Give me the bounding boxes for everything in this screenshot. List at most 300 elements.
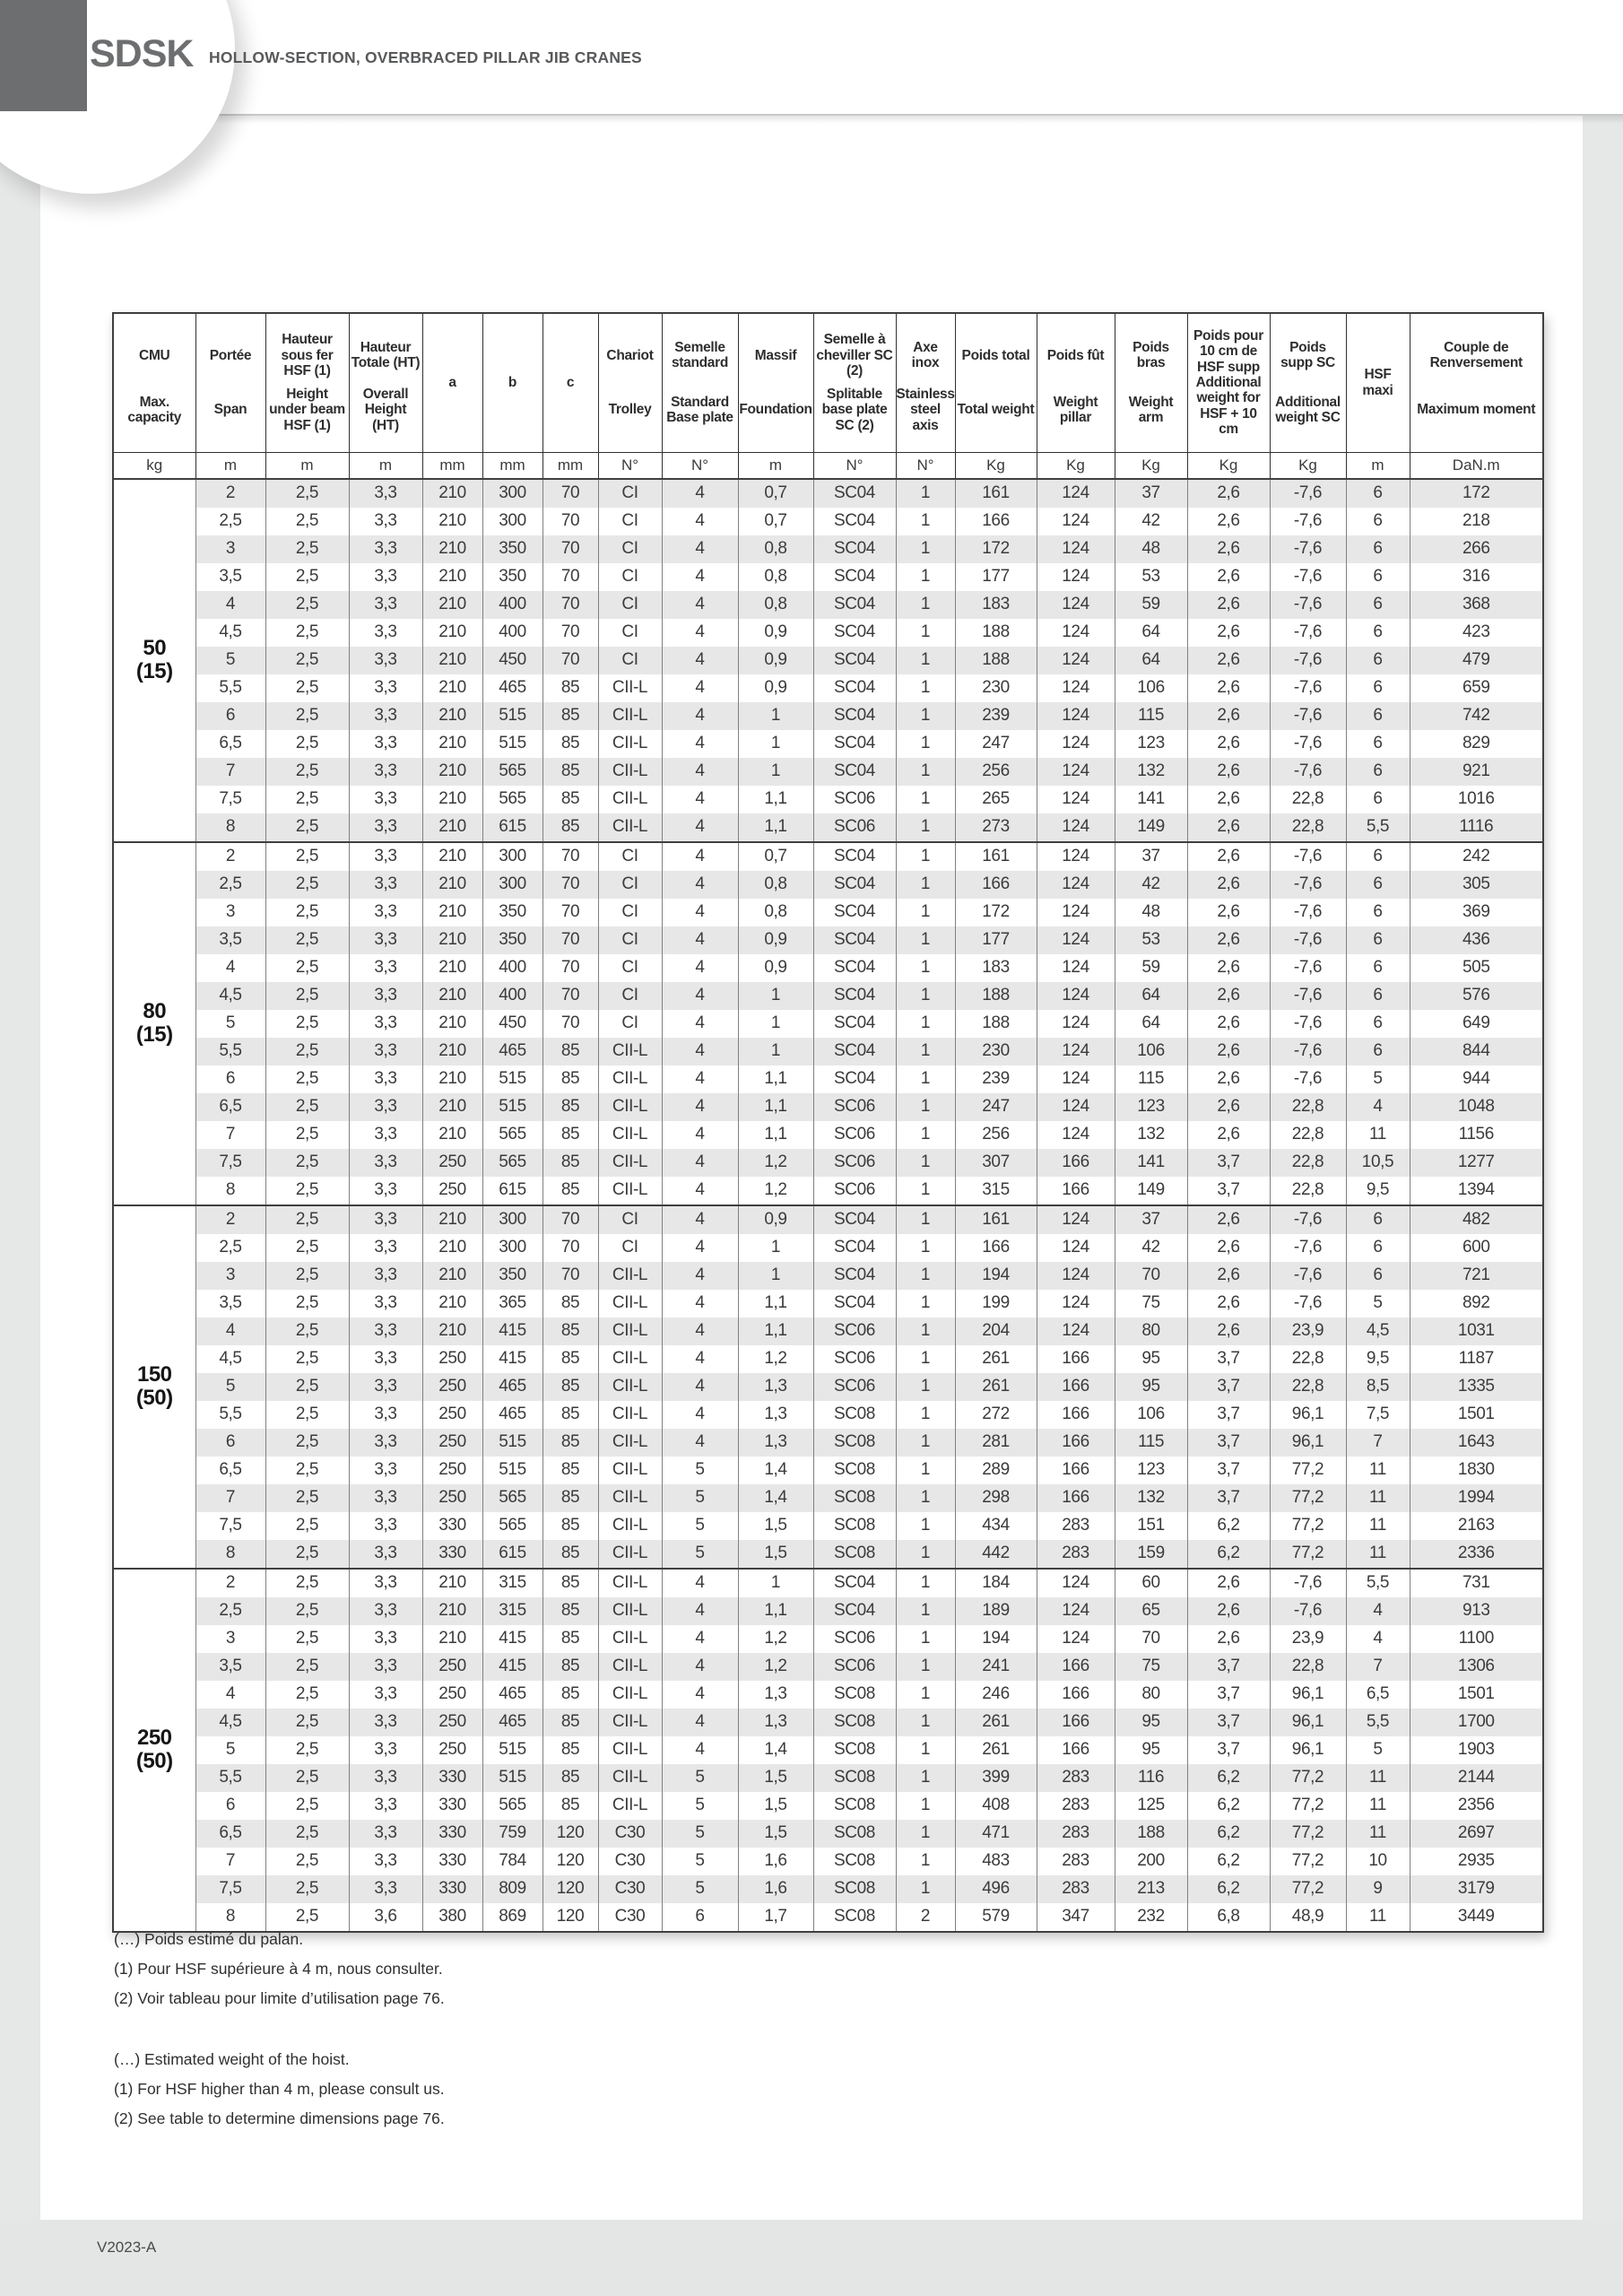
table-cell: 1 — [896, 1736, 955, 1764]
column-header: HSF maxi — [1346, 313, 1410, 452]
table-cell: 784 — [482, 1848, 542, 1875]
table-cell: 2,6 — [1187, 871, 1270, 899]
table-cell: 188 — [1115, 1820, 1187, 1848]
unit-header: Kg — [1115, 452, 1187, 479]
table-cell: 7 — [195, 1484, 265, 1512]
table-cell: 85 — [542, 1345, 598, 1373]
table-cell: 124 — [1037, 758, 1115, 786]
column-header: Portée Span — [195, 313, 265, 452]
table-cell: 365 — [482, 1290, 542, 1318]
table-cell: 1 — [896, 1401, 955, 1429]
table-cell: 6,2 — [1187, 1540, 1270, 1569]
table-cell: SC06 — [813, 1149, 896, 1177]
table-cell: 2,5 — [265, 591, 349, 619]
table-cell: 615 — [482, 1540, 542, 1569]
table-cell: 194 — [955, 1625, 1037, 1653]
table-cell: 400 — [482, 954, 542, 982]
table-cell: 380 — [422, 1903, 482, 1932]
table-cell: SC04 — [813, 842, 896, 871]
table-cell: -7,6 — [1270, 899, 1346, 926]
table-cell: -7,6 — [1270, 842, 1346, 871]
table-cell: 5,5 — [195, 1764, 265, 1792]
table-cell: 1,5 — [738, 1512, 813, 1540]
table-cell: 1643 — [1410, 1429, 1543, 1457]
table-cell: 70 — [1115, 1262, 1187, 1290]
table-cell: CI — [598, 1205, 662, 1234]
table-cell: 5 — [662, 1792, 738, 1820]
table-cell: 3,3 — [349, 813, 422, 842]
table-cell: 436 — [1410, 926, 1543, 954]
table-cell: 6 — [1346, 842, 1410, 871]
table-cell: SC08 — [813, 1792, 896, 1820]
table-row — [113, 1290, 1543, 1318]
table-cell: 85 — [542, 1177, 598, 1205]
table-cell: 6 — [1346, 926, 1410, 954]
table-cell: 1,3 — [738, 1709, 813, 1736]
column-header: Poids pour 10 cm de HSF supp Additional weight for HSF + 10 cm — [1187, 313, 1270, 452]
table-body — [113, 479, 1543, 1932]
table-cell: SC04 — [813, 1065, 896, 1093]
capacity-cell: 80 (15) — [113, 842, 195, 1205]
table-row — [113, 1709, 1543, 1736]
table-cell: 8 — [195, 1177, 265, 1205]
table-row — [113, 1121, 1543, 1149]
table-cell: 0,7 — [738, 842, 813, 871]
table-cell: 6,5 — [195, 730, 265, 758]
table-cell: 1277 — [1410, 1149, 1543, 1177]
table-cell: 70 — [542, 1262, 598, 1290]
table-cell: 3,3 — [349, 479, 422, 508]
table-cell: 188 — [955, 1010, 1037, 1038]
table-cell: 3,3 — [349, 1318, 422, 1345]
table-cell: 368 — [1410, 591, 1543, 619]
table-cell: 85 — [542, 1484, 598, 1512]
table-cell: 22,8 — [1270, 1093, 1346, 1121]
table-cell: 95 — [1115, 1736, 1187, 1764]
unit-header: N° — [813, 452, 896, 479]
table-cell: 1 — [896, 1345, 955, 1373]
table-cell: -7,6 — [1270, 619, 1346, 647]
table-cell: 11 — [1346, 1484, 1410, 1512]
table-cell: 4 — [662, 535, 738, 563]
table-cell: 124 — [1037, 1318, 1115, 1345]
table-cell: 4 — [195, 1318, 265, 1345]
table-cell: 166 — [1037, 1373, 1115, 1401]
table-cell: CII-L — [598, 1149, 662, 1177]
table-cell: 7,5 — [195, 1512, 265, 1540]
table-cell: 95 — [1115, 1345, 1187, 1373]
table-cell: 1,3 — [738, 1373, 813, 1401]
table-cell: 1,1 — [738, 1065, 813, 1093]
table-cell: 6,5 — [195, 1820, 265, 1848]
table-cell: 2,5 — [265, 1625, 349, 1653]
table-cell: 2,5 — [195, 871, 265, 899]
table-cell: 85 — [542, 1038, 598, 1065]
table-cell: 515 — [482, 1065, 542, 1093]
table-cell: CI — [598, 899, 662, 926]
table-cell: 3 — [195, 535, 265, 563]
unit-header: mm — [422, 452, 482, 479]
table-cell: -7,6 — [1270, 591, 1346, 619]
footnote-line: (2) Voir tableau pour limite d’utilisation page 76. — [114, 1989, 445, 2007]
table-cell: 483 — [955, 1848, 1037, 1875]
table-cell: 9,5 — [1346, 1177, 1410, 1205]
table-cell: 1 — [738, 758, 813, 786]
table-cell: 2,6 — [1187, 1262, 1270, 1290]
table-cell: 2,5 — [265, 899, 349, 926]
unit-header: m — [195, 452, 265, 479]
table-cell: 5 — [195, 1373, 265, 1401]
table-cell: 482 — [1410, 1205, 1543, 1234]
table-row — [113, 1318, 1543, 1345]
table-cell: 1 — [896, 1653, 955, 1681]
table-cell: 5 — [195, 1010, 265, 1038]
table-row — [113, 1484, 1543, 1512]
table-cell: 85 — [542, 1401, 598, 1429]
table-cell: 124 — [1037, 1234, 1115, 1262]
table-cell: 210 — [422, 730, 482, 758]
table-cell: 42 — [1115, 508, 1187, 535]
footer-band — [0, 2220, 1623, 2296]
table-cell: 4 — [195, 591, 265, 619]
table-cell: 70 — [542, 1234, 598, 1262]
table-row — [113, 786, 1543, 813]
table-cell: 0,9 — [738, 674, 813, 702]
table-cell: 272 — [955, 1401, 1037, 1429]
table-cell: 6,5 — [195, 1093, 265, 1121]
table-row — [113, 899, 1543, 926]
table-cell: SC08 — [813, 1457, 896, 1484]
table-cell: 2,5 — [195, 1234, 265, 1262]
table-cell: -7,6 — [1270, 1290, 1346, 1318]
table-cell: 1,5 — [738, 1764, 813, 1792]
table-cell: 250 — [422, 1681, 482, 1709]
table-cell: 7 — [1346, 1653, 1410, 1681]
table-cell: 184 — [955, 1569, 1037, 1597]
table-cell: 22,8 — [1270, 1149, 1346, 1177]
table-cell: 210 — [422, 871, 482, 899]
table-cell: 4 — [662, 591, 738, 619]
table-cell: 210 — [422, 535, 482, 563]
table-cell: 2,5 — [265, 1038, 349, 1065]
table-cell: 77,2 — [1270, 1540, 1346, 1569]
table-cell: SC08 — [813, 1820, 896, 1848]
table-cell: 1 — [896, 1093, 955, 1121]
table-cell: 3,3 — [349, 1038, 422, 1065]
table-cell: 8,5 — [1346, 1373, 1410, 1401]
table-cell: 2,5 — [265, 1457, 349, 1484]
table-cell: 465 — [482, 1373, 542, 1401]
table-cell: CII-L — [598, 1569, 662, 1597]
table-cell: CII-L — [598, 1653, 662, 1681]
table-cell: 6,2 — [1187, 1792, 1270, 1820]
table-cell: SC04 — [813, 1569, 896, 1597]
table-cell: -7,6 — [1270, 1010, 1346, 1038]
table-cell: 4 — [1346, 1093, 1410, 1121]
table-cell: 4 — [662, 1093, 738, 1121]
table-cell: -7,6 — [1270, 1065, 1346, 1093]
table-cell: 210 — [422, 1625, 482, 1653]
table-cell: 5,5 — [195, 1401, 265, 1429]
table-row — [113, 1597, 1543, 1625]
table-cell: 515 — [482, 1093, 542, 1121]
table-cell: 3,3 — [349, 1709, 422, 1736]
table-cell: 465 — [482, 1709, 542, 1736]
table-cell: 3,3 — [349, 899, 422, 926]
table-cell: 85 — [542, 1512, 598, 1540]
table-cell: 266 — [1410, 535, 1543, 563]
table-cell: 4 — [662, 1345, 738, 1373]
table-cell: 125 — [1115, 1792, 1187, 1820]
table-cell: 2,6 — [1187, 954, 1270, 982]
table-cell: 161 — [955, 842, 1037, 871]
table-cell: 0,9 — [738, 619, 813, 647]
footnotes-english — [114, 2045, 445, 2134]
table-row — [113, 1848, 1543, 1875]
table-cell: SC06 — [813, 786, 896, 813]
table-cell: 210 — [422, 926, 482, 954]
table-cell: 5,5 — [195, 1038, 265, 1065]
table-cell: 124 — [1037, 508, 1115, 535]
column-header: CMU Max. capacity — [113, 313, 195, 452]
table-cell: CII-L — [598, 1764, 662, 1792]
table-row — [113, 1512, 1543, 1540]
table-cell: 3,3 — [349, 1234, 422, 1262]
table-cell: 124 — [1037, 591, 1115, 619]
table-row — [113, 842, 1543, 871]
capacity-cell: 150 (50) — [113, 1205, 195, 1569]
table-cell: 4 — [662, 1065, 738, 1093]
table-cell: 210 — [422, 1065, 482, 1093]
table-cell: 250 — [422, 1177, 482, 1205]
unit-header: N° — [662, 452, 738, 479]
table-cell: 1 — [896, 1820, 955, 1848]
table-cell: 218 — [1410, 508, 1543, 535]
table-cell: 70 — [542, 647, 598, 674]
table-cell: 3,3 — [349, 926, 422, 954]
table-cell: 5 — [1346, 1290, 1410, 1318]
table-cell: 3,3 — [349, 1736, 422, 1764]
column-header: Couple de Renversement Maximum moment — [1410, 313, 1543, 452]
table-cell: 177 — [955, 563, 1037, 591]
table-cell: 1 — [896, 871, 955, 899]
table-cell: 2,5 — [265, 1764, 349, 1792]
table-cell: 2,5 — [265, 1205, 349, 1234]
table-cell: -7,6 — [1270, 982, 1346, 1010]
table-cell: 210 — [422, 1318, 482, 1345]
table-cell: 3,3 — [349, 1373, 422, 1401]
table-header — [113, 313, 1543, 479]
table-cell: SC08 — [813, 1540, 896, 1569]
column-header: Poids total Total weight — [955, 313, 1037, 452]
table-cell: CII-L — [598, 1093, 662, 1121]
table-cell: 124 — [1037, 842, 1115, 871]
table-cell: 1100 — [1410, 1625, 1543, 1653]
table-cell: 4 — [195, 954, 265, 982]
table-cell: 3,3 — [349, 563, 422, 591]
table-cell: 505 — [1410, 954, 1543, 982]
table-cell: -7,6 — [1270, 1038, 1346, 1065]
table-cell: 116 — [1115, 1764, 1187, 1792]
table-cell: 183 — [955, 954, 1037, 982]
table-cell: CII-L — [598, 1457, 662, 1484]
table-cell: 576 — [1410, 982, 1543, 1010]
table-cell: 4 — [662, 758, 738, 786]
table-cell: 316 — [1410, 563, 1543, 591]
table-cell: 22,8 — [1270, 1177, 1346, 1205]
table-cell: 1 — [896, 1512, 955, 1540]
table-cell: 2,5 — [265, 1065, 349, 1093]
table-cell: 283 — [1037, 1764, 1115, 1792]
table-cell: 1903 — [1410, 1736, 1543, 1764]
table-cell: 210 — [422, 702, 482, 730]
table-cell: 2697 — [1410, 1820, 1543, 1848]
table-cell: 2,5 — [265, 508, 349, 535]
table-cell: 423 — [1410, 619, 1543, 647]
table-cell: 70 — [542, 1010, 598, 1038]
table-cell: 7 — [195, 1121, 265, 1149]
table-cell: 120 — [542, 1875, 598, 1903]
table-cell: 465 — [482, 1038, 542, 1065]
table-cell: -7,6 — [1270, 647, 1346, 674]
table-cell: 261 — [955, 1345, 1037, 1373]
table-cell: 177 — [955, 926, 1037, 954]
table-cell: 4 — [662, 674, 738, 702]
table-cell: 315 — [482, 1569, 542, 1597]
table-cell: -7,6 — [1270, 1205, 1346, 1234]
table-cell: 96,1 — [1270, 1736, 1346, 1764]
table-cell: 0,9 — [738, 954, 813, 982]
table-cell: 6,5 — [1346, 1681, 1410, 1709]
table-cell: 2,6 — [1187, 563, 1270, 591]
table-row — [113, 619, 1543, 647]
table-cell: 1,1 — [738, 1093, 813, 1121]
table-cell: 124 — [1037, 786, 1115, 813]
table-cell: 124 — [1037, 871, 1115, 899]
table-cell: 1 — [738, 982, 813, 1010]
table-cell: 565 — [482, 1149, 542, 1177]
table-cell: 565 — [482, 1792, 542, 1820]
table-cell: 37 — [1115, 1205, 1187, 1234]
table-cell: 261 — [955, 1709, 1037, 1736]
table-cell: 3,3 — [349, 1121, 422, 1149]
table-cell: 85 — [542, 1653, 598, 1681]
table-cell: 6 — [1346, 899, 1410, 926]
table-cell: 3,3 — [349, 982, 422, 1010]
table-cell: 11 — [1346, 1121, 1410, 1149]
table-cell: 4 — [195, 1681, 265, 1709]
unit-header: m — [738, 452, 813, 479]
table-cell: 210 — [422, 758, 482, 786]
table-cell: 565 — [482, 786, 542, 813]
page-title: HOLLOW-SECTION, OVERBRACED PILLAR JIB CRANES — [209, 48, 642, 66]
table-cell: 4,5 — [195, 982, 265, 1010]
table-cell: 5 — [1346, 1736, 1410, 1764]
table-cell: 124 — [1037, 1038, 1115, 1065]
table-cell: 85 — [542, 758, 598, 786]
table-cell: 1 — [896, 479, 955, 508]
table-cell: 172 — [1410, 479, 1543, 508]
table-cell: 3,7 — [1187, 1653, 1270, 1681]
table-cell: 1,2 — [738, 1177, 813, 1205]
table-cell: 250 — [422, 1373, 482, 1401]
table-cell: 829 — [1410, 730, 1543, 758]
table-cell: 330 — [422, 1848, 482, 1875]
table-cell: 5 — [195, 1736, 265, 1764]
table-cell: 3,3 — [349, 871, 422, 899]
table-cell: 3,3 — [349, 1345, 422, 1373]
table-cell: 1 — [738, 1038, 813, 1065]
table-cell: 247 — [955, 1093, 1037, 1121]
table-cell: 3,3 — [349, 1512, 422, 1540]
table-cell: 3,7 — [1187, 1709, 1270, 1736]
table-cell: 515 — [482, 1736, 542, 1764]
table-cell: 479 — [1410, 647, 1543, 674]
table-cell: 132 — [1115, 1121, 1187, 1149]
table-cell: 6 — [1346, 647, 1410, 674]
table-cell: 0,8 — [738, 591, 813, 619]
table-cell: -7,6 — [1270, 535, 1346, 563]
table-cell: 300 — [482, 871, 542, 899]
table-row — [113, 1262, 1543, 1290]
table-cell: 2,5 — [265, 1318, 349, 1345]
table-cell: 65 — [1115, 1597, 1187, 1625]
table-row — [113, 1764, 1543, 1792]
table-cell: 6 — [1346, 758, 1410, 786]
table-cell: 4 — [662, 1709, 738, 1736]
table-cell: SC06 — [813, 1345, 896, 1373]
table-cell: 42 — [1115, 1234, 1187, 1262]
table-cell: 80 — [1115, 1318, 1187, 1345]
table-cell: 124 — [1037, 1569, 1115, 1597]
table-cell: 10 — [1346, 1848, 1410, 1875]
table-cell: CII-L — [598, 1345, 662, 1373]
table-cell: 85 — [542, 1569, 598, 1597]
table-cell: 70 — [1115, 1625, 1187, 1653]
table-cell: SC04 — [813, 535, 896, 563]
table-cell: 1 — [896, 1234, 955, 1262]
table-cell: 265 — [955, 786, 1037, 813]
table-cell: 70 — [542, 1205, 598, 1234]
table-cell: 247 — [955, 730, 1037, 758]
table-row — [113, 1681, 1543, 1709]
table-cell: 85 — [542, 1681, 598, 1709]
table-cell: 2,6 — [1187, 1569, 1270, 1597]
table-cell: 3,3 — [349, 591, 422, 619]
table-cell: 1 — [896, 1010, 955, 1038]
table-cell: 53 — [1115, 563, 1187, 591]
table-cell: 1394 — [1410, 1177, 1543, 1205]
table-cell: 70 — [542, 563, 598, 591]
table-cell: 132 — [1115, 1484, 1187, 1512]
table-cell: 10,5 — [1346, 1149, 1410, 1177]
table-cell: 3,7 — [1187, 1681, 1270, 1709]
table-cell: 48,9 — [1270, 1903, 1346, 1932]
table-cell: 8 — [195, 1540, 265, 1569]
table-cell: 3 — [195, 899, 265, 926]
table-cell: CII-L — [598, 1373, 662, 1401]
table-cell: 350 — [482, 899, 542, 926]
table-cell: 4 — [662, 619, 738, 647]
table-cell: 3,3 — [349, 758, 422, 786]
table-cell: 166 — [1037, 1457, 1115, 1484]
table-cell: 1 — [896, 535, 955, 563]
table-cell: 77,2 — [1270, 1484, 1346, 1512]
table-cell: SC04 — [813, 1597, 896, 1625]
table-row — [113, 871, 1543, 899]
table-cell: 0,9 — [738, 926, 813, 954]
table-cell: 3,3 — [349, 1010, 422, 1038]
